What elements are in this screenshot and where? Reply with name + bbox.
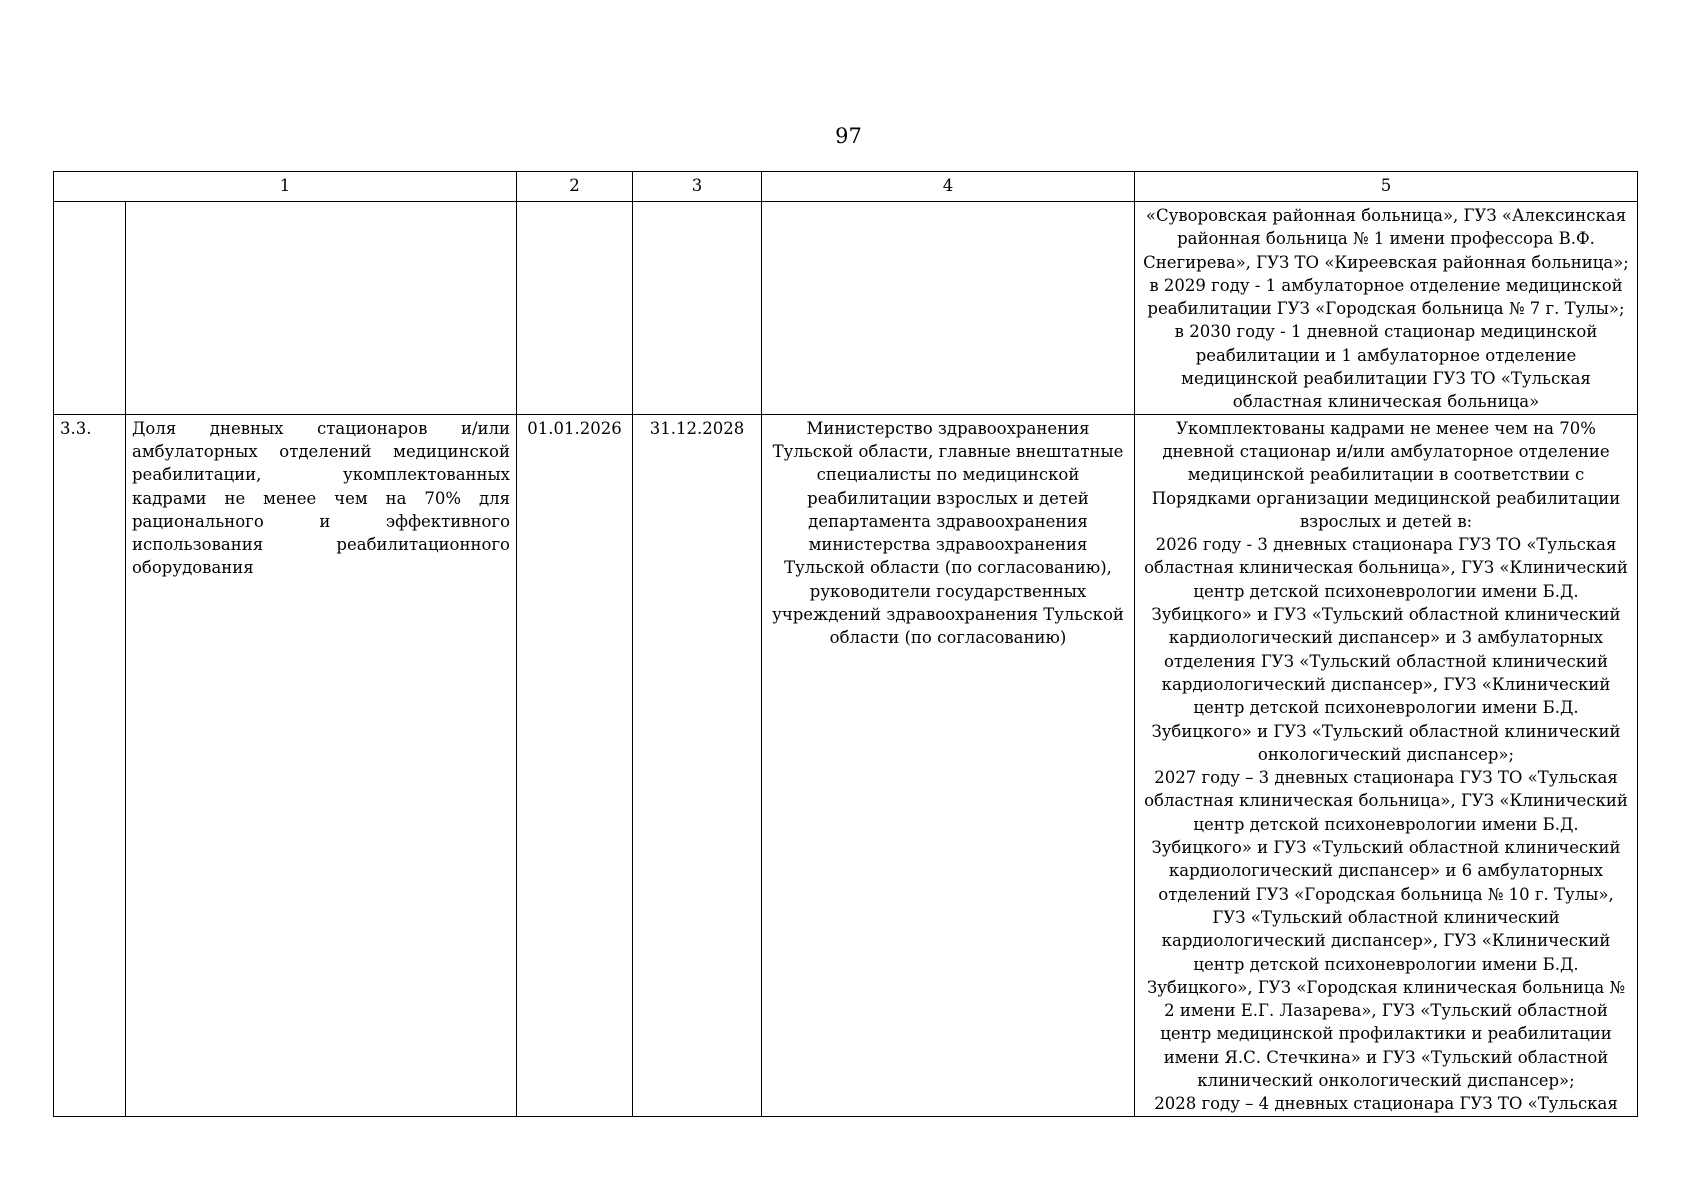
header-col-4: 4 [762, 172, 1135, 202]
table-row [54, 202, 1638, 415]
result-cell: Укомплектованы кадрами не менее чем на 70% дневной стационар и/или амбулаторное отделение медицинской реабилитации в соответствии с Порядками организации медицинской реабилитации взрослых и детей в: 2026 году - 3 дневных стационара ГУЗ ТО «Тульская областная клиническая больница», ГУЗ «Клинический центр детской психоневрологии имени Б.Д. Зубицкого» и ГУЗ «Тульский областной клинический кардиологический диспансер» и 3 амбулаторных отделения ГУЗ «Тульский областной клинический кардиологический диспансер», ГУЗ «Клинический центр детской психоневрологии имени Б.Д. Зубицкого» и ГУЗ «Тульский областной клинический онкологический диспансер»; 2027 году – 3 дневных стационара ГУЗ ТО «Тульская областная клиническая больница», ГУЗ «Клинический центр детской психоневрологии имени Б.Д. Зубицкого» и ГУЗ «Тульский областной клинический кардиологический диспансер» и 6 амбулаторных отделений ГУЗ «Городская больница № 10 г. Тулы», ГУЗ «Тульский областной клинический кардиологический диспансер», ГУЗ «Клинический центр детской психоневрологии имени Б.Д. Зубицкого», ГУЗ «Городская клиническая больница № 2 имени Е.Г. Лазарева», ГУЗ «Тульский областной центр медицинской профилактики и реабилитации имени Я.С. Стечкина» и ГУЗ «Тульский областной клинический онкологический диспансер»; 2028 году – 4 дневных стационара ГУЗ ТО «Тульская [1135, 414, 1638, 1116]
measures-table [53, 171, 1638, 1117]
start-date-cell [517, 202, 633, 415]
table-header-row [54, 172, 1638, 202]
header-col-1: 1 [54, 172, 517, 202]
table-row [54, 414, 1638, 1116]
responsible-cell [762, 202, 1135, 415]
end-date-cell [633, 202, 762, 415]
page-number: 97 [835, 124, 862, 148]
measure-name-cell: Доля дневных стационаров и/или амбулаторных отделений медицинской реабилитации, укомплектованных кадрами не менее чем на 70% для рационального и эффективного использования реабилитационного оборудования [126, 414, 517, 1116]
responsible-cell: Министерство здравоохранения Тульской области, главные внештатные специалисты по медицинской реабилитации взрослых и детей департамента здравоохранения министерства здравоохранения Тульской области (по согласованию), руководители государственных учреждений здравоохранения Тульской области (по согласованию) [762, 414, 1135, 1116]
row-number-cell: 3.3. [54, 414, 126, 1116]
header-col-5: 5 [1135, 172, 1638, 202]
measure-name-cell [126, 202, 517, 415]
end-date-cell: 31.12.2028 [633, 414, 762, 1116]
result-cell: «Суворовская районная больница», ГУЗ «Алексинская районная больница № 1 имени профессора В.Ф. Снегирева», ГУЗ ТО «Киреевская районная больница»; в 2029 году - 1 амбулаторное отделение медицинской реабилитации ГУЗ «Городская больница № 7 г. Тулы»; в 2030 году - 1 дневной стационар медицинской реабилитации и 1 амбулаторное отделение медицинской реабилитации ГУЗ ТО «Тульская областная клиническая больница» [1135, 202, 1638, 415]
row-number-cell [54, 202, 126, 415]
start-date-cell: 01.01.2026 [517, 414, 633, 1116]
header-col-2: 2 [517, 172, 633, 202]
header-col-3: 3 [633, 172, 762, 202]
